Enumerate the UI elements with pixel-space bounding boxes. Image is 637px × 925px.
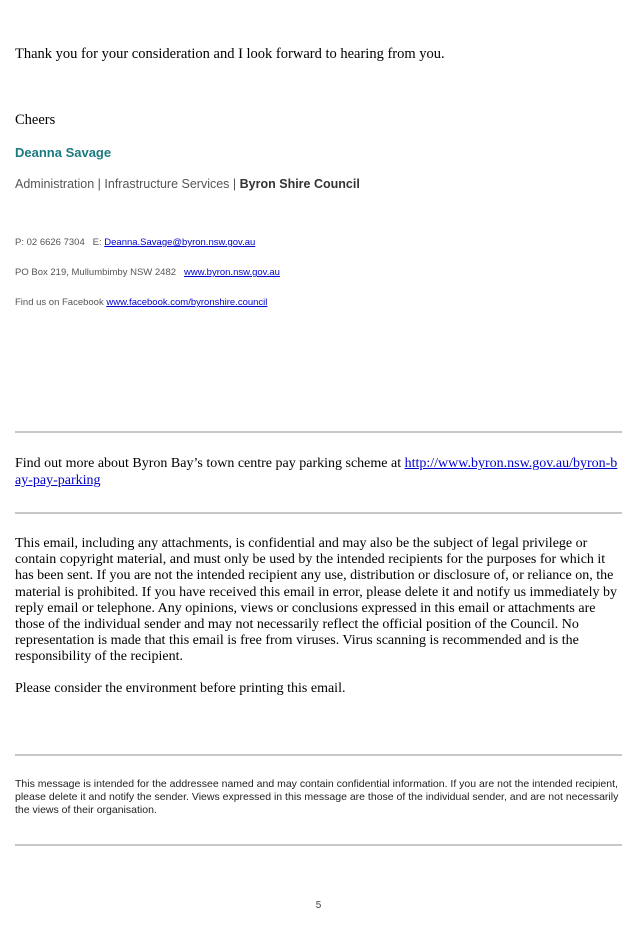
signature-contact-address bbox=[15, 267, 280, 278]
facebook-link[interactable]: www.facebook.com/byronshire.council bbox=[106, 297, 268, 308]
signature-organisation: Byron Shire Council bbox=[239, 177, 360, 191]
divider-3 bbox=[15, 754, 622, 756]
environment-notice: Please consider the environment before printing this email. bbox=[15, 681, 346, 696]
signature-role bbox=[15, 177, 360, 191]
parking-link[interactable]: http://www.byron.nsw.gov.au/byron-bay-pay-parking bbox=[15, 456, 618, 488]
website-link[interactable]: www.byron.nsw.gov.au bbox=[183, 267, 280, 278]
closing-cheers: Cheers bbox=[15, 112, 56, 128]
divider-4 bbox=[15, 844, 622, 846]
page-number: 5 bbox=[315, 900, 322, 911]
divider-1 bbox=[15, 431, 622, 433]
signature-role-prefix: Administration | Infrastructure Services | bbox=[15, 177, 240, 191]
address-label: PO Box 219, Mullumbimby NSW 2482 bbox=[15, 267, 184, 278]
divider-2 bbox=[15, 512, 622, 514]
addressee-notice: This message is intended for the addressee named and may contain confidential information. If you are not the intended recipient, please delete it and notify the sender. Views expressed in this message are those of the individual sender, and are not necessarily the views of their organisation. bbox=[15, 778, 619, 816]
signature-name: Deanna Savage bbox=[15, 145, 112, 160]
parking-notice bbox=[15, 455, 622, 489]
email-link[interactable]: Deanna.Savage@byron.nsw.gov.au bbox=[104, 237, 256, 248]
confidentiality-disclaimer: This email, including any attachments, is confidential and may also be the subject of legal privilege or contain copyright material, and must only be used by the intended recipients for the purposes for which it has been sent. If you are not the intended recipient any use, distribution or disclosure of, or reliance on, the material is prohibited. If you have received this email in error, please delete it and notify us immediately by reply email or telephone. Any opinions, views or conclusions expressed in this email or attachments are those of the individual sender and may not necessarily reflect the official position of the Council. No representation is made that this email is free from viruses. Virus scanning is recommended and is the responsibility of the recipient. bbox=[15, 536, 618, 665]
signature-contact-facebook bbox=[15, 297, 267, 308]
signature-contact-phone bbox=[15, 237, 255, 248]
closing-thanks: Thank you for your consideration and I look forward to hearing from you. bbox=[15, 46, 445, 62]
parking-text: Find out more about Byron Bay’s town centre pay parking scheme at bbox=[15, 456, 405, 471]
facebook-label: Find us on Facebook bbox=[15, 297, 107, 308]
phone-label: P: 02 6626 7304 E: bbox=[15, 237, 105, 248]
